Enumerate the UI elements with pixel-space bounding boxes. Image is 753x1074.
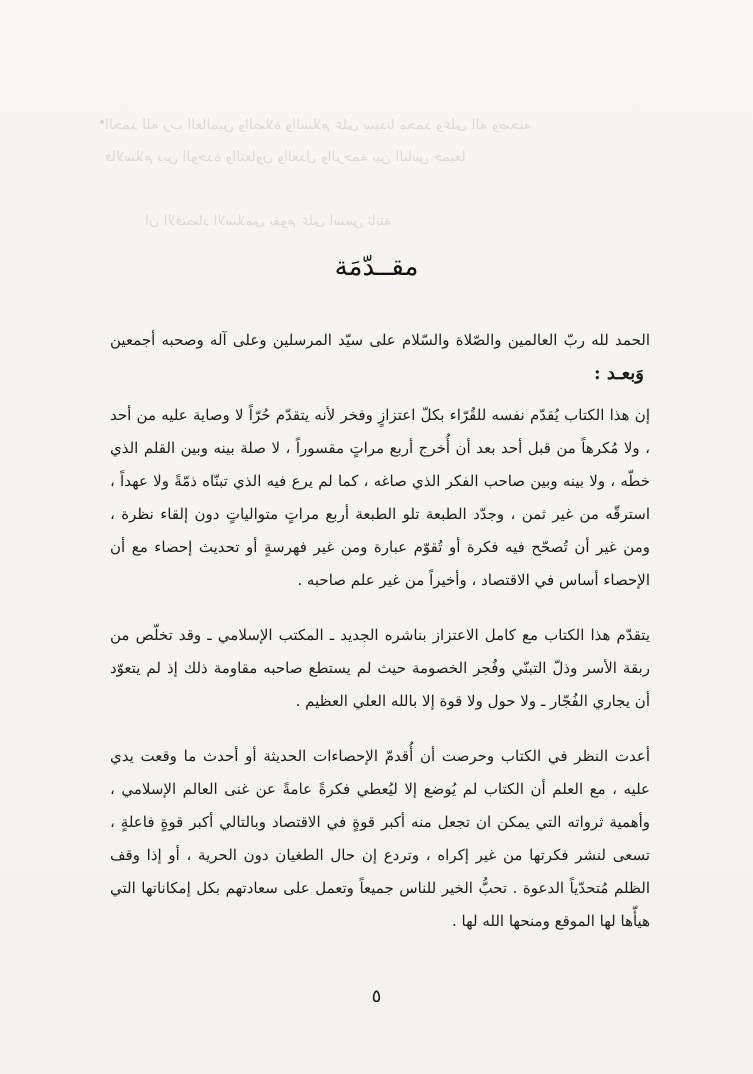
- paragraph-text: الحمد لله ربّ العالمين والصّلاة والسّلام على سيّد المرسلين وعلى آله وصحبه أجمعين: [110, 331, 650, 349]
- paragraph-opening: [110, 324, 650, 391]
- paragraph: أعدت النظر في الكتاب وحرصت أن أُقدمّ الإحصاءات الحديثة أو أحدث ما وقعت يدي عليه ، مع العلم أن الكتاب لم يُوضع إلا ليُعطي فكرةً عامةً عن غنى العالم الإسلامي ، وأهمية ثرواته التي يمكن ان تجعل منه أكبر قوةٍ في الاقتصاد وبالتالي أكبر قوةٍ فاعلةٍ ، تسعى لنشر فكرتها من غير إكراه ، وتردع إن حال الطغيان دون الحرية ، أو إذا وقف الظلم مُتحدّياً الدعوة . تحبُّ الخير للناس جميعاً وتعمل على سعادتهم بكل إمكاناتها التي هيأّها لها الموقع ومنحها الله لها .: [110, 747, 650, 930]
- bleed-through-line: الحمد لله رب العالمين والصلاة والسلام على سيدنا محمد وعلى آله وصحبه: [105, 118, 532, 132]
- paragraph: يتقدّم هذا الكتاب مع كامل الاعتزاز بناشره الجديد ـ المكتب الإسلامي ـ وقد تخلّص من ربقة الأسر وذلّ التبنّي وفُجر الخصومة حيث لم يستطع صاحبه مقاومة ذلك إذ لم يتعوّد أن يجاري الفُجّار ـ ولا حول ولا قوة إلا بالله العلي العظيم .: [110, 626, 650, 710]
- paragraph: إن هذا الكتاب يُقدّم نفسه للقُرّاء بكلّ اعتزازٍ وفخر لأنه يتقدّم حُرّاً لا وصاية عليه من أحد ، ولا مُكرهاً من قبل أحد بعد أن أُخرج أربع مراتٍ مقسوراً ، لا صلة بينه وبين القلم الذي خطّه ، ولا بينه وبين صاحب الفكر الذي صاغه ، كما لم يرع فيه الذي تبنّاه ذمّةً ولا عهداً ، استرقّه من غير ثمن ، وجدّد الطبعة تلو الطبعة أربع مراتٍ متوالياتٍ دون إلقاء نظرة ، ومن غير أن تُصحّح فيه فكرة أو تُقوّم عبارة ومن غير فهرسةٍ أو تحديث إحصاء مع أن الإحصاء أساس في الاقتصاد ، وأخيراً من غير علم صاحبه .: [110, 406, 650, 589]
- page-title: مقــدّمَة: [334, 252, 419, 282]
- bleed-through-line: فالاسلام دين الوحدة والتعاون والعدل والرحمة بين الناس جميعاً: [105, 150, 466, 164]
- bleed-through-line: ان الاقتصاد الاسلامي يقوم على أسس ثابتة: [145, 214, 392, 228]
- wa-bad-heading: وَبعـد :: [593, 363, 644, 384]
- page-number: ٥: [371, 986, 382, 1007]
- body-text: [110, 324, 650, 938]
- bleed-through-mark: [100, 120, 104, 124]
